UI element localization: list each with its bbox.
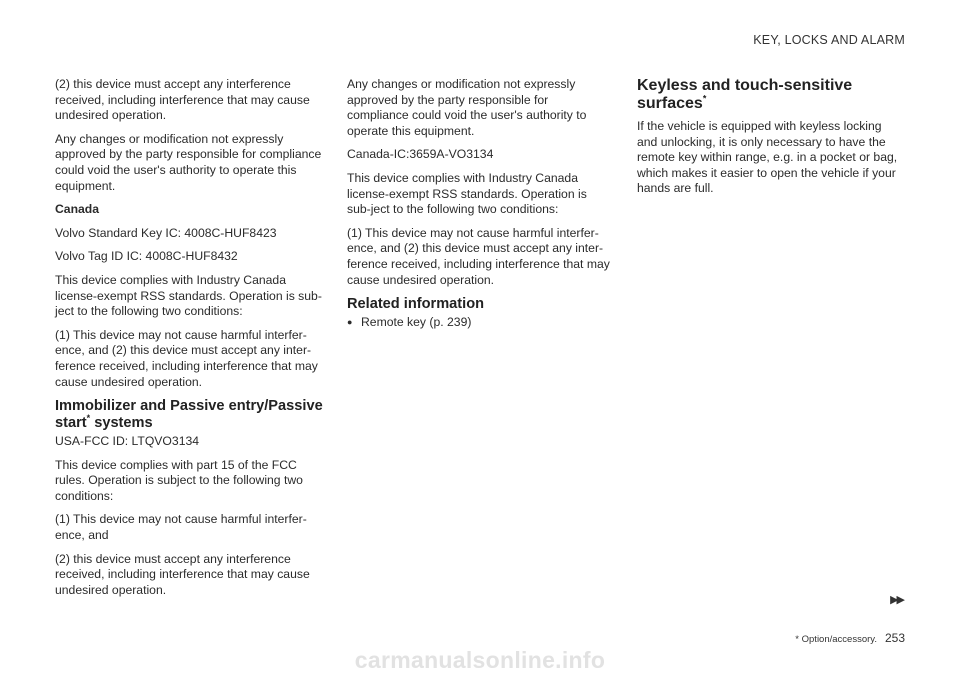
paragraph: Any changes or modification not expressly approved by the party responsible for compliance could void the user's authority to operate this equipment.	[347, 77, 587, 138]
continue-arrows-icon: ▶▶	[890, 594, 903, 606]
watermark: carmanualsonline.info	[354, 647, 606, 673]
page-footer	[795, 631, 905, 645]
column-3	[637, 77, 905, 205]
canada-subheading: Canada	[55, 202, 100, 217]
option-asterisk: *	[86, 413, 91, 424]
paragraph: This device complies with Industry Canada license-exempt RSS standards. Operation is sub-ject to the following two conditions:	[55, 272, 322, 319]
column-1	[55, 77, 323, 606]
option-footnote: * Option/accessory.	[795, 634, 877, 645]
paragraph: If the vehicle is equipped with keyless locking and unlocking, it is only necessary to have the remote key within range, e.g. in a pocket or bag, which makes it easier to open the vehicle if your hands are full.	[637, 119, 898, 196]
option-asterisk: *	[702, 93, 707, 104]
related-link-remote-key[interactable]: Remote key (p. 239)	[361, 315, 472, 330]
paragraph: (1) This device may not cause harmful interfer-ence, and (2) this device must accept any inter-ference received, including interference that may cause undesired operation.	[347, 225, 610, 287]
heading-text: Immobilizer and Passive entry/Passive start	[55, 398, 323, 432]
paragraph: USA-FCC ID: LTQVO3134	[55, 434, 200, 449]
keyless-heading	[637, 77, 905, 113]
paragraph: Volvo Tag ID IC: 4008C-HUF8432	[55, 249, 238, 264]
paragraph: Any changes or modification not expressly approved by the party responsible for compliance could void the user's authority to operate this equipment.	[55, 131, 322, 193]
paragraph: This device complies with part 15 of the FCC rules. Operation is subject to the following two conditions:	[55, 457, 303, 503]
bullet-icon: ●	[347, 317, 353, 328]
related-link-item[interactable]	[347, 315, 612, 332]
section-title: KEY, LOCKS AND ALARM	[753, 33, 905, 47]
immobilizer-heading	[55, 398, 323, 432]
heading-text: Keyless and touch-sensitive surfaces	[637, 77, 853, 112]
paragraph: This device complies with Industry Canada license-exempt RSS standards. Operation is sub-ject to the following two conditions:	[347, 170, 587, 217]
related-information-heading: Related information	[347, 296, 485, 313]
paragraph: (2) this device must accept any interference received, including interference that may cause undesired operation.	[55, 77, 310, 123]
paragraph: (1) This device may not cause harmful interfer-ence, and	[55, 512, 307, 543]
paragraph: Canada-IC:3659A-VO3134	[347, 147, 494, 162]
paragraph: Volvo Standard Key IC: 4008C-HUF8423	[55, 225, 277, 240]
paragraph: (2) this device must accept any interference received, including interference that may cause undesired operation.	[55, 551, 310, 597]
column-2	[347, 77, 612, 340]
heading-text: systems	[90, 415, 153, 432]
paragraph: (1) This device may not cause harmful interfer-ence, and (2) this device must accept any inter-ference received, including interference that may cause undesired operation.	[55, 327, 318, 389]
page-number: 253	[884, 631, 905, 645]
